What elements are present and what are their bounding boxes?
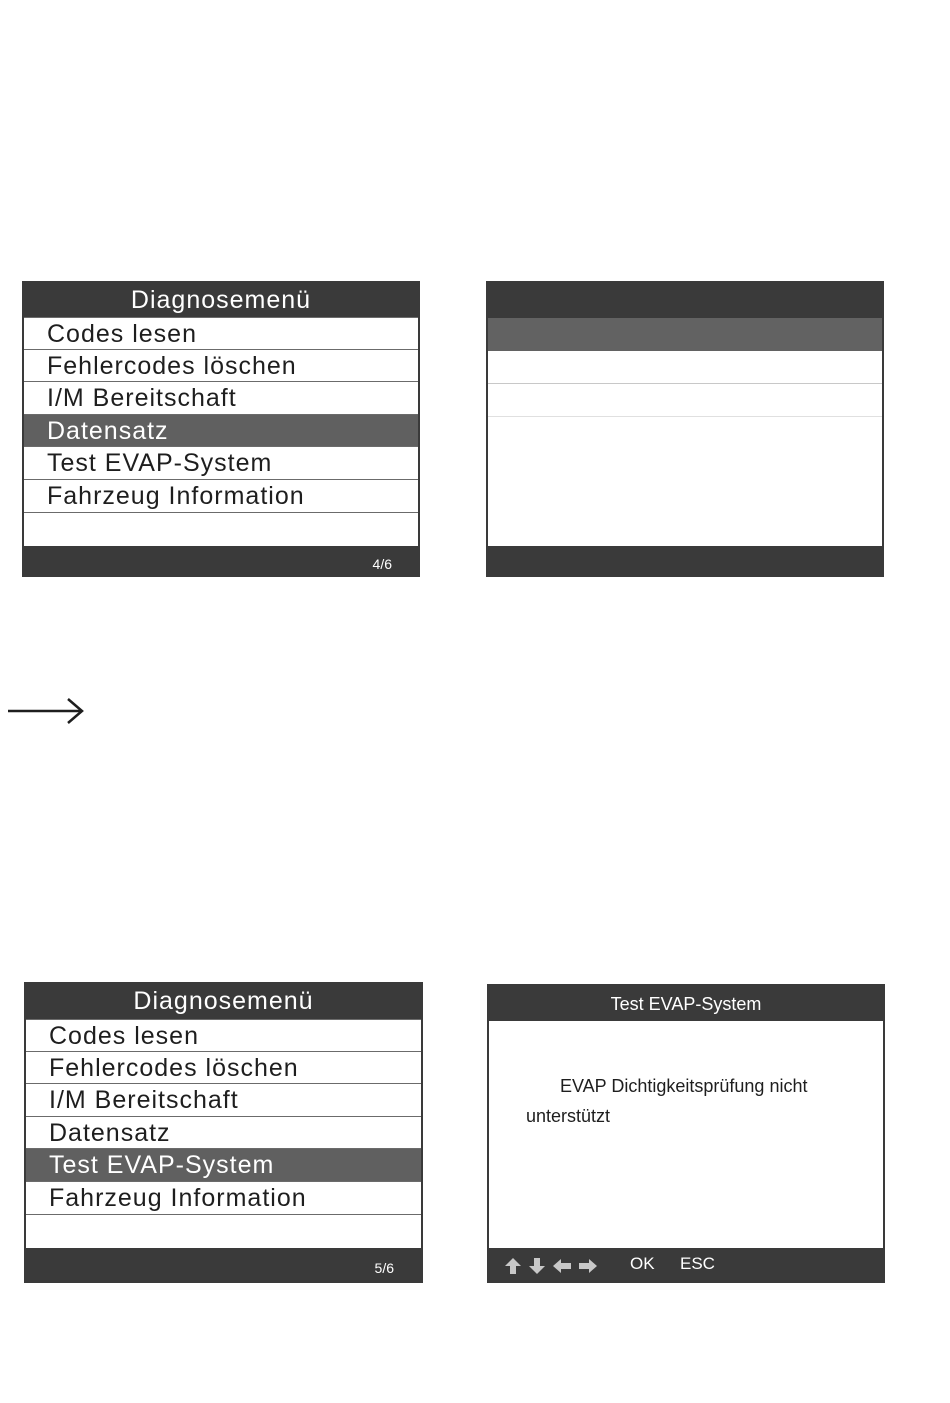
message-line-2: unterstützt — [526, 1106, 611, 1126]
menu-item-im-bereitschaft[interactable]: I/M Bereitschaft — [26, 1084, 421, 1117]
diagnose-menu — [26, 1019, 421, 1248]
blank-row — [488, 351, 882, 384]
screen-title: Diagnosemenü — [130, 286, 312, 314]
menu-item-codes-lesen[interactable]: Codes lesen — [26, 1019, 421, 1052]
menu-item-fehlercodes-loeschen[interactable]: Fehlercodes löschen — [26, 1052, 421, 1085]
esc-button[interactable]: ESC — [680, 1254, 715, 1273]
page-indicator: 4/6 — [372, 556, 392, 572]
screen-top-right — [486, 281, 884, 577]
blank-row-highlighted — [488, 318, 882, 351]
arrow-left-icon[interactable] — [551, 1256, 573, 1276]
message-line-1: EVAP Dichtigkeitsprüfung nicht — [560, 1076, 808, 1096]
page-indicator: 5/6 — [374, 1260, 394, 1276]
screen-title: Test EVAP-System — [610, 994, 762, 1014]
right-arrow-icon — [6, 696, 86, 726]
nav-icons — [503, 1256, 599, 1276]
menu-item-test-evap-system[interactable]: Test EVAP-System — [24, 447, 418, 480]
menu-item-datensatz[interactable]: Datensatz — [24, 415, 418, 448]
ok-button[interactable]: OK — [630, 1254, 655, 1273]
menu-item-im-bereitschaft[interactable]: I/M Bereitschaft — [24, 382, 418, 415]
screen-bottom-left — [24, 982, 423, 1283]
screen-footer — [487, 1248, 885, 1283]
menu-item-empty — [24, 513, 418, 546]
message-text — [489, 1071, 883, 1131]
arrow-up-icon[interactable] — [503, 1256, 523, 1276]
diagnose-menu — [24, 317, 418, 546]
screen-footer — [22, 547, 420, 577]
arrow-right-icon[interactable] — [577, 1256, 599, 1276]
screen-bottom-right — [487, 984, 885, 1283]
menu-item-empty — [26, 1215, 421, 1248]
screen-title: Diagnosemenü — [133, 987, 314, 1015]
screen-top-left — [22, 281, 420, 577]
blank-content — [488, 318, 882, 546]
menu-item-fahrzeug-information[interactable]: Fahrzeug Information — [26, 1182, 421, 1215]
menu-item-datensatz[interactable]: Datensatz — [26, 1117, 421, 1150]
menu-item-test-evap-system[interactable]: Test EVAP-System — [26, 1149, 421, 1182]
menu-item-fehlercodes-loeschen[interactable]: Fehlercodes löschen — [24, 350, 418, 383]
message-area — [489, 1021, 883, 1248]
blank-row — [488, 384, 882, 417]
menu-item-fahrzeug-information[interactable]: Fahrzeug Information — [24, 480, 418, 513]
arrow-down-icon[interactable] — [527, 1256, 547, 1276]
menu-item-codes-lesen[interactable]: Codes lesen — [24, 317, 418, 350]
screen-footer — [24, 1249, 423, 1283]
